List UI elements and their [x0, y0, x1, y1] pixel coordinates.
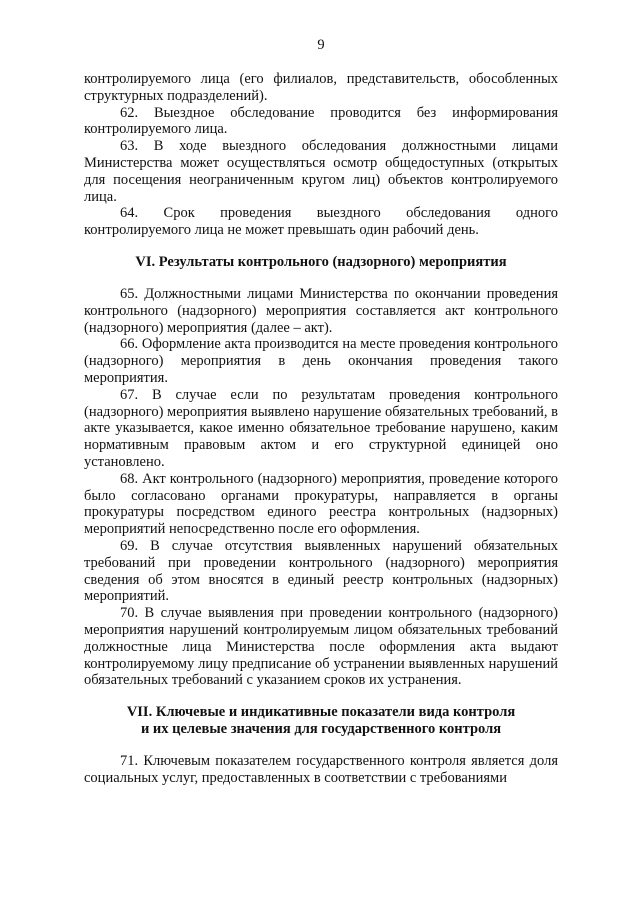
paragraph-66: 66. Оформление акта производится на месте проведения контрольного (надзорного) мероприятия в день окончания проведения такого мероприятия.	[84, 336, 558, 386]
section-7-heading-line-2: и их целевые значения для государственного контроля	[140, 721, 502, 738]
paragraph-continuation: контролируемого лица (его филиалов, представительств, обособленных структурных подразделений).	[84, 71, 558, 104]
paragraph-64: 64. Срок проведения выездного обследования одного контролируемого лица не может превышать один рабочий день.	[84, 205, 558, 239]
paragraph-70: 70. В случае выявления при проведении контрольного (надзорного) мероприятия нарушений контролируемым лицом обязательных требований должностные лица Министерства после оформления акта выдают контролируемому лицу предписание об устранении выявленных нарушений обязательных требований с указанием сроков их устранения.	[84, 605, 558, 689]
paragraph-69: 69. В случае отсутствия выявленных нарушений обязательных требований при проведении контрольного (надзорного) мероприятия сведения об этом вносятся в единый реестр контрольных (надзорных) мероприятий.	[84, 537, 558, 605]
paragraph-68: 68. Акт контрольного (надзорного) мероприятия, проведение которого было согласовано органами прокуратуры, направляется в органы прокуратуры посредством единого реестра контрольных (надзорных) мероприятий непосредственно после его оформления.	[84, 470, 558, 538]
paragraph-62: 62. Выездное обследование проводится без информирования контролируемого лица.	[84, 104, 558, 138]
paragraph-67: 67. В случае если по результатам проведения контрольного (надзорного) мероприятия выявлено нарушение обязательных требований, в акте указывается, какое именно обязательное требование нарушено, каким нормативным правовым актом и его структурной единицей оно установлено.	[84, 386, 558, 470]
section-6-heading	[84, 254, 558, 271]
page-number: 9	[317, 37, 325, 53]
document-page	[84, 36, 558, 896]
paragraph-71: 71. Ключевым показателем государственного контроля является доля социальных услуг, предоставленных в соответствии с требованиями	[84, 753, 558, 786]
section-7-heading-line-1: VII. Ключевые и индикативные показатели вида контроля	[126, 704, 516, 721]
section-7-heading	[84, 704, 558, 738]
paragraph-65: 65. Должностными лицами Министерства по окончании проведения контрольного (надзорного) мероприятия составляется акт контрольного (надзорного) мероприятия (далее – акт).	[84, 285, 558, 336]
paragraph-63: 63. В ходе выездного обследования должностными лицами Министерства может осуществляться осмотр общедоступных (открытых для посещения неограниченным кругом лиц) объектов контролируемого лица.	[84, 138, 558, 205]
section-6-heading-text: VI. Результаты контрольного (надзорного) мероприятия	[135, 253, 507, 270]
